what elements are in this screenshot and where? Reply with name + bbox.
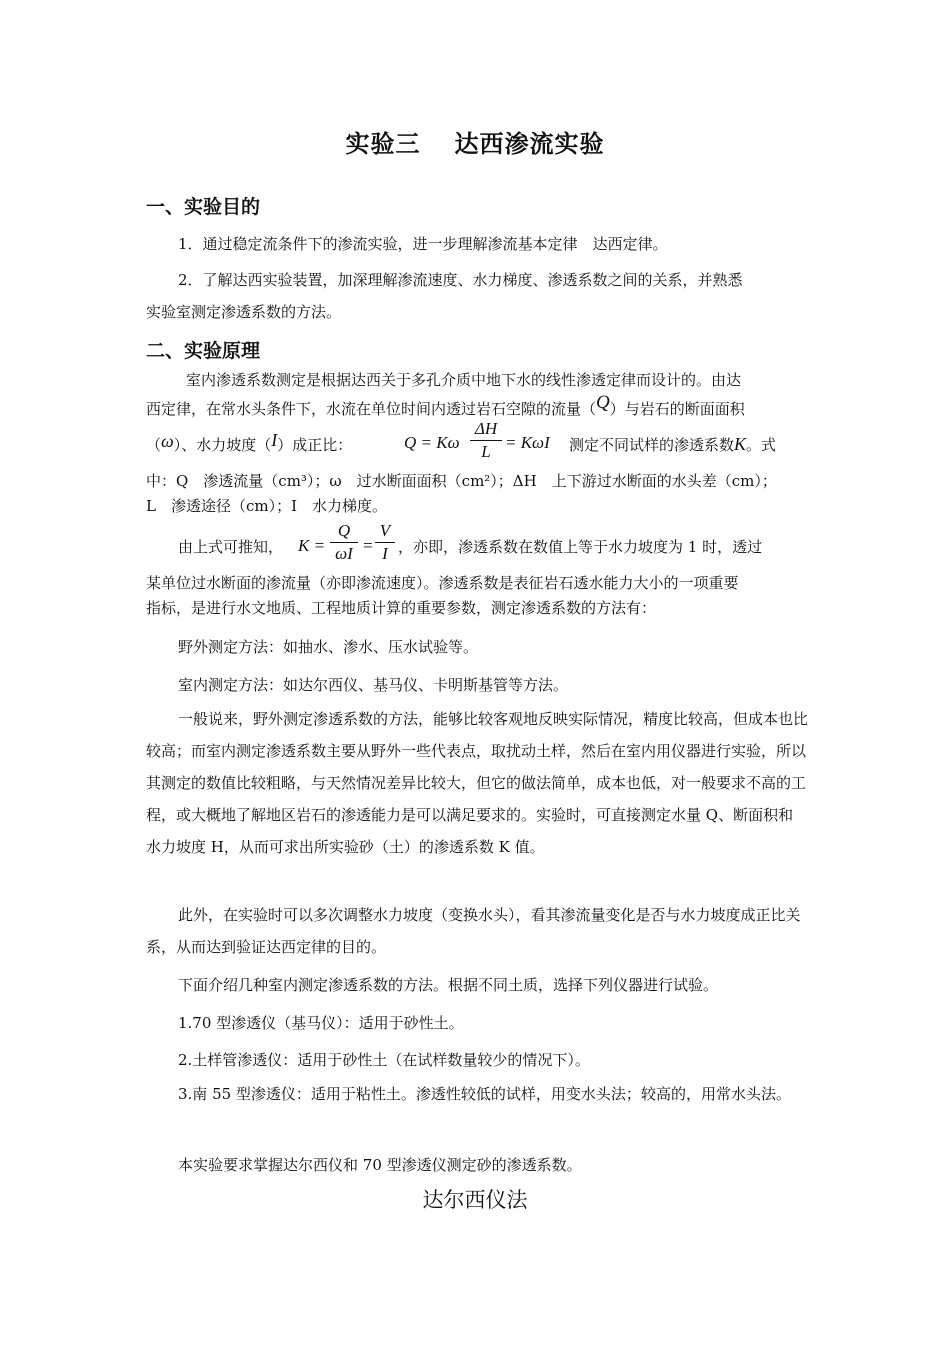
field-methods: 野外测定方法：如抽水、渗水、压水试验等。 [178, 638, 479, 656]
formula1-denominator: L [481, 442, 491, 461]
paragraph-requirement: 本实验要求掌握达尔西仪和 70 型渗透仪测定砂的渗透系数。 [178, 1156, 582, 1174]
paragraph-comparison: 一般说来，野外测定渗透系数的方法，能够比较客观地反映实际情况，精度比较高，但成本也比较高；而室内测定渗透系数主要从野外一些代表点，取扰动土样，然后在室内用仪器进行实验，所以其测定的数值比较粗略，与天然情况差异比较大，但它的做法简单，成本也低，对一般要求不高的工程，或大概地了解地区岩石的渗透能力是可以满足要求的。实验时，可直接测定水量 Q、断面积和水力坡度 H，从而可求出所实验砂（土）的渗透系数 K 值。 [146, 710, 809, 856]
p1-line3-left: （ω）、水力坡度（I）成正比： [146, 430, 353, 454]
subsection-title: 达尔西仪法 [422, 1188, 528, 1212]
paragraph-verification: 此外，在实验时可以多次调整水力坡度（变换水头），看其渗流量变化是否与水力坡度成正比关系，从而达到验证达西定律的目的。 [146, 906, 801, 956]
p1-line2: 西定律，在常水头条件下，水流在单位时间内透过岩石空隙的流量（Q）与岩石的断面面积 [146, 392, 745, 418]
formula1-rhs: = KωI [505, 433, 550, 452]
p1-line5: L 渗透途径（cm）；I 水力梯度。 [146, 497, 388, 515]
title-part2: 达西渗流实验 [454, 130, 605, 158]
p1-line1: 室内渗透系数测定是根据达西关于多孔介质中地下水的线性渗透定律而设计的。由达 [186, 371, 742, 389]
lab-methods: 室内测定方法：如达尔西仪、基马仪、卡明斯基管等方法。 [178, 676, 569, 694]
p2-line1-left: 由上式可推知， [178, 538, 284, 556]
section1-heading: 一、实验目的 [146, 196, 261, 218]
list-item-1: 1.70 型渗透仪（基马仪）：适用于砂性土。 [178, 1014, 464, 1032]
formula1-fraction [470, 418, 502, 463]
p1-line3-right: 测定不同试样的渗透系数K。式 [569, 434, 777, 454]
symbol-Q: Q [596, 392, 610, 413]
section1-item1: 1．通过稳定流条件下的渗流实验，进一步理解渗流基本定律 达西定律。 [178, 235, 668, 253]
p2-line1-right: ，亦即，渗透系数在数值上等于水力坡度为 1 时，透过 [398, 538, 763, 556]
symbol-omega: ω [161, 431, 174, 451]
formula2-fraction2: $\frac{V}{I}$ [375, 520, 395, 565]
section1-item2-line2: 实验室测定渗透系数的方法。 [146, 303, 342, 321]
symbol-I: I [271, 430, 278, 450]
formula2-eq: = [362, 536, 374, 555]
list-item-2: 2.土样管渗透仪：适用于砂性土（在试样数量较少的情况下）。 [178, 1051, 590, 1069]
paragraph-methods-intro: 下面介绍几种室内测定渗透系数的方法。根据不同土质，选择下列仪器进行试验。 [178, 976, 719, 994]
p1-line4: 中：Q 渗透流量（cm³）；ω 过水断面面积（cm²）；ΔH 上下游过水断面的水头差（cm）； [146, 472, 777, 490]
formula2-k: K = [298, 536, 326, 555]
formula1-numerator: ΔH [470, 418, 502, 441]
symbol-K: K [734, 434, 747, 454]
page-title [0, 124, 950, 159]
p2-line3: 指标，是进行水文地质、工程地质计算的重要参数，测定渗透系数的方法有： [146, 599, 657, 617]
list-item-3: 3.南 55 型渗透仪：适用于粘性土。渗透性较低的试样，用变水头法；较高的，用常水头法。 [178, 1085, 791, 1103]
section1-item2-line1: 2．了解达西实验装置，加深理解渗流速度、水力梯度、渗透系数之间的关系，并熟悉 [178, 271, 743, 289]
formula1-lhs: Q = Kω [404, 433, 460, 452]
title-part1: 实验三 [345, 130, 421, 158]
p2-line2: 某单位过水断面的渗流量（亦即渗流速度）。渗透系数是表征岩石透水能力大小的一项重要 [146, 574, 739, 592]
formula2-fraction1: $\frac{Q}{\omega I}$ [330, 520, 358, 565]
section2-heading: 二、实验原理 [146, 340, 261, 362]
